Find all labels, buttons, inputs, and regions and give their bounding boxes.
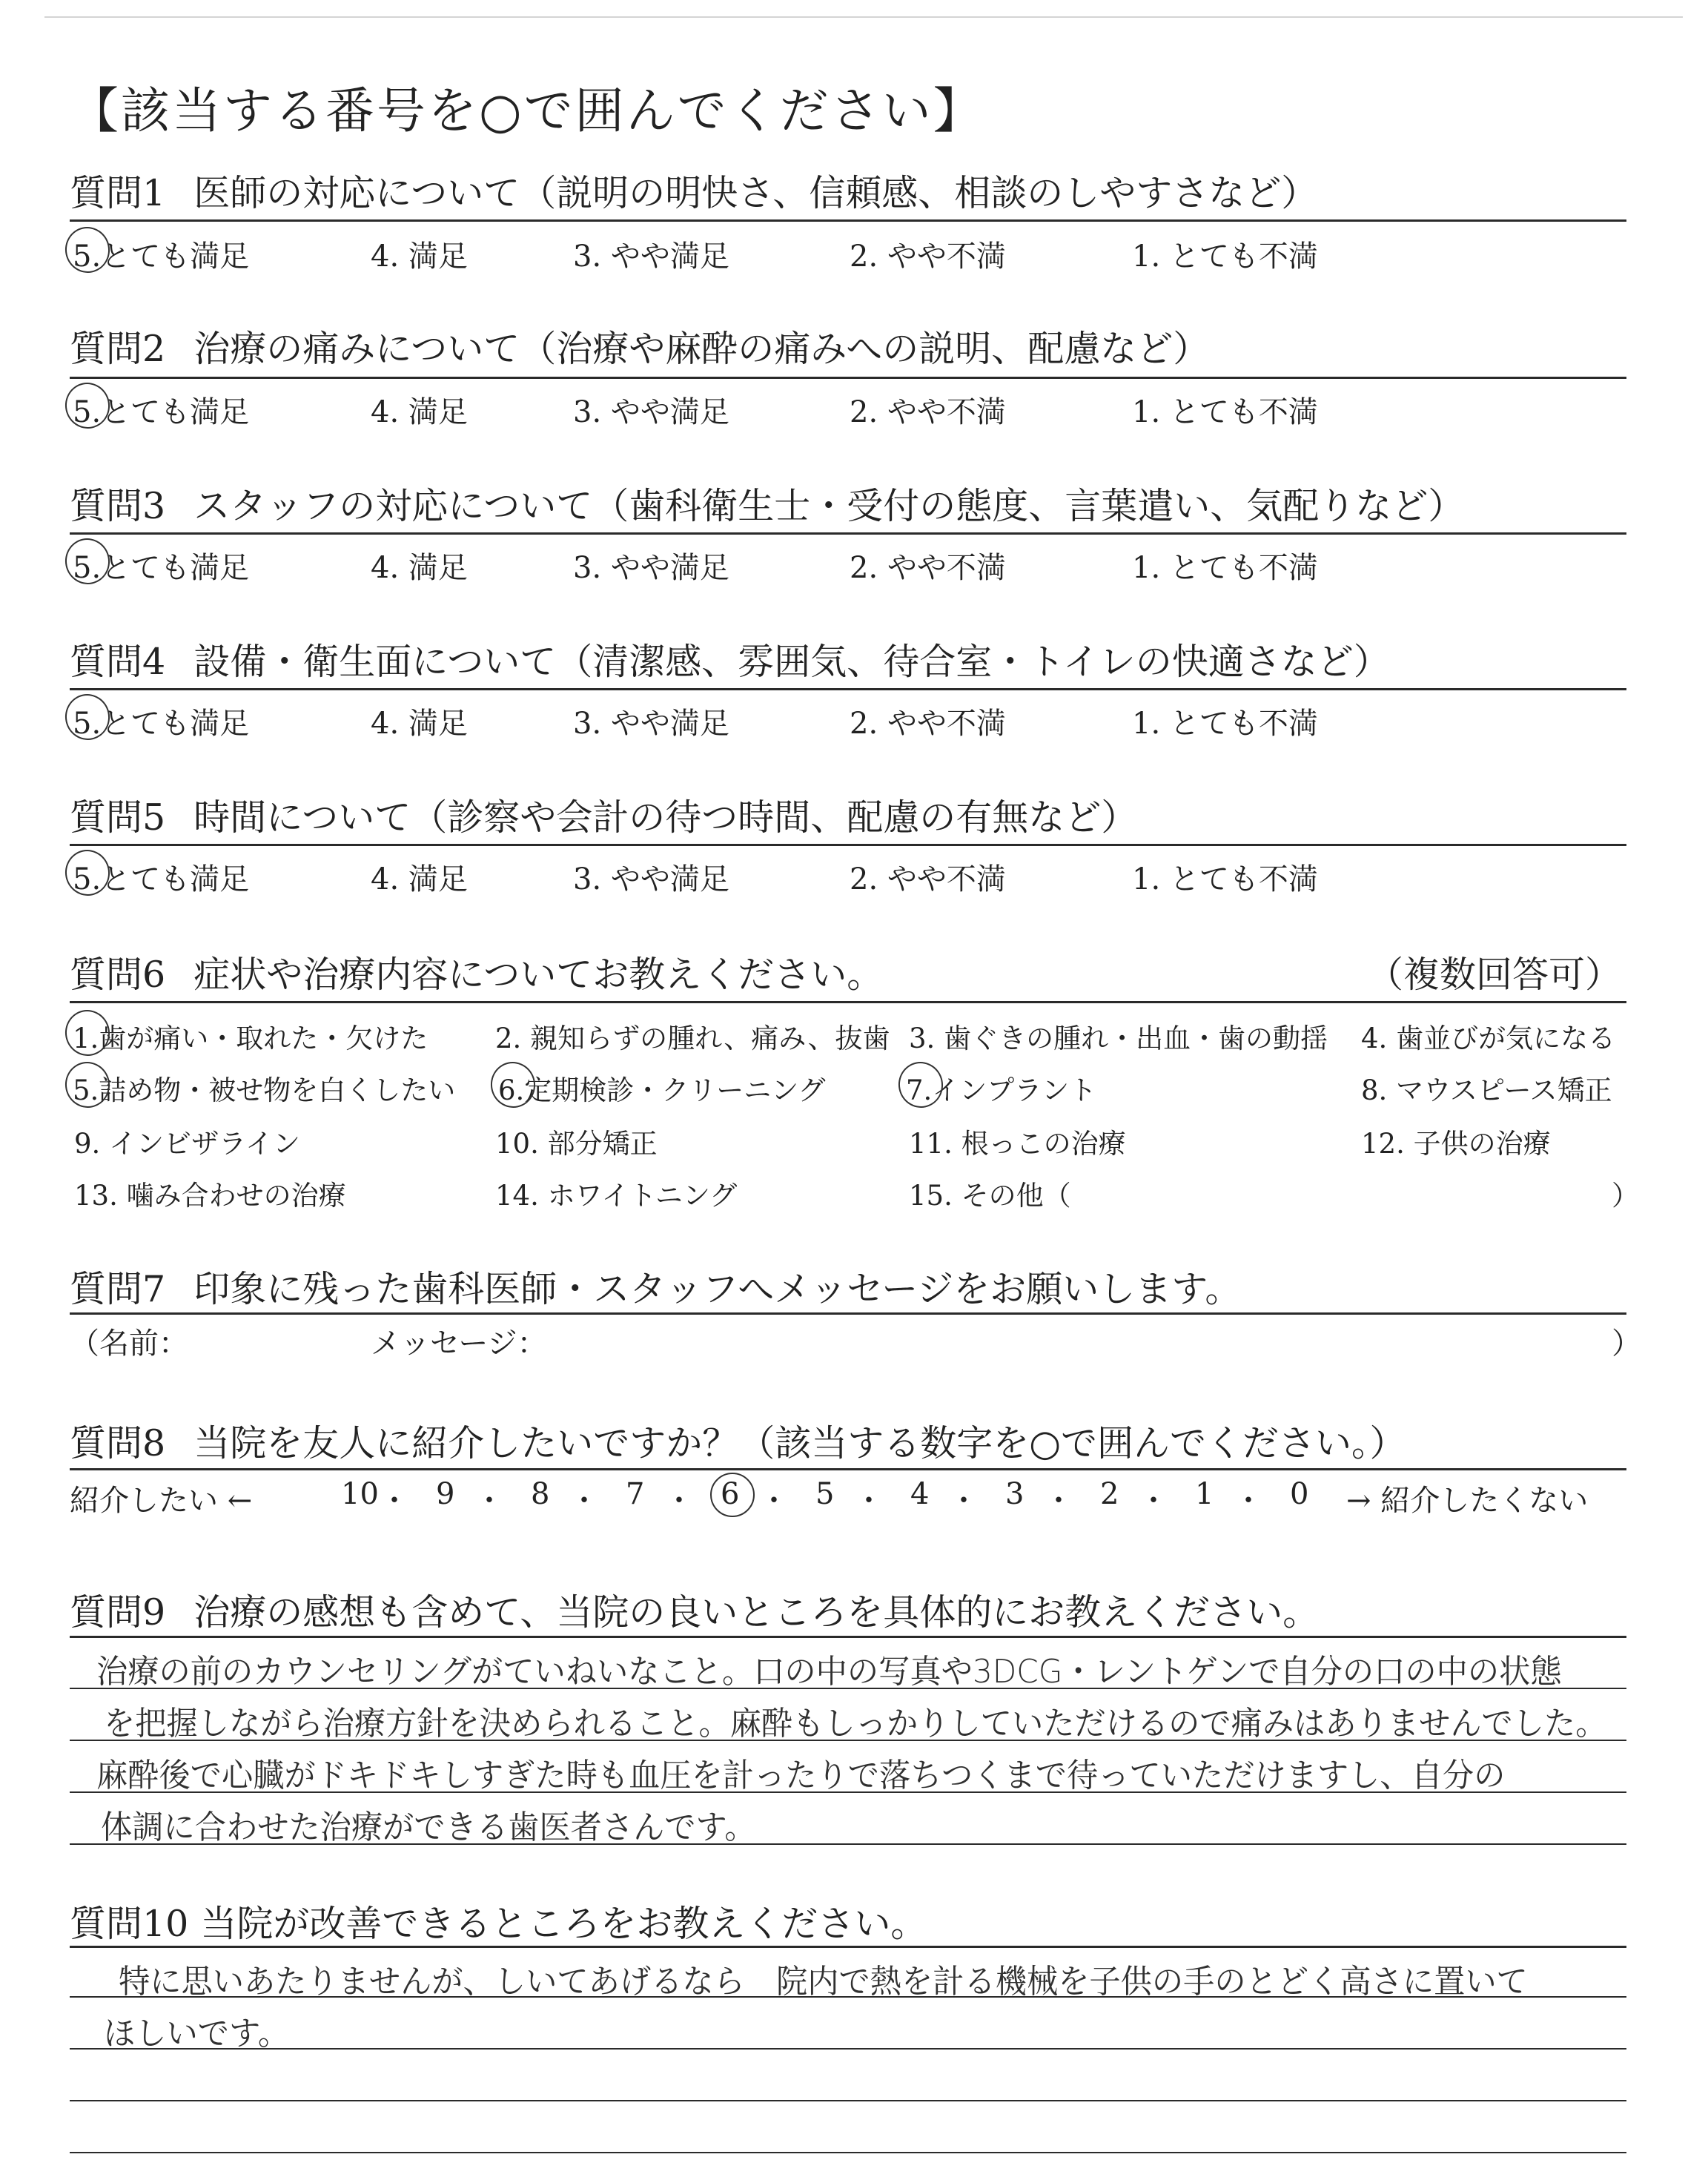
q9-handwritten-line-4: 体調に合わせた治療ができる歯医者さんです。 [101, 1809, 756, 1846]
divider [70, 844, 1626, 846]
q8-scale-value-5[interactable]: 5 [815, 1477, 835, 1511]
question-number: 質問2 [70, 328, 166, 370]
question-text: 医師の対応について（説明の明快さ、信頼感、相談のしやすさなど） [193, 172, 1318, 214]
answer-line [70, 2048, 1626, 2050]
question-number: 質問9 [70, 1591, 166, 1634]
q10-handwritten-line-1: 特に思いあたりませんが、しいてあげるなら 院内で熱を計る機械を子供の手のとどく高さに置いて [119, 1963, 1528, 2001]
q6-item-12[interactable]: 12. 子供の治療 [1361, 1128, 1551, 1160]
q3-option-1[interactable]: 1. とても不満 [1132, 551, 1318, 585]
question-8-heading [70, 1415, 1406, 1467]
q8-separator: ・ [1044, 1484, 1073, 1518]
q8-scale-value-6[interactable]: 6 [721, 1477, 740, 1511]
divider [70, 688, 1626, 690]
q7-close-paren: ） [1612, 1327, 1641, 1361]
q2-option-5[interactable]: 5.とても満足 [73, 389, 249, 431]
question-3-heading [70, 478, 1464, 529]
divider [70, 219, 1626, 222]
q8-separator: ・ [1234, 1484, 1263, 1518]
q1-option-4[interactable]: 4. 満足 [371, 240, 468, 274]
q6-item-9[interactable]: 9. インビザライン [74, 1128, 300, 1160]
q8-scale-value-10[interactable]: 10 [341, 1477, 379, 1511]
question-number: 質問10 [70, 1903, 189, 1945]
q9-handwritten-line-3: 麻酔後で心臓がドキドキしすぎた時も血圧を計ったりで落ちつくまで待っていただけますし、自分の [96, 1757, 1506, 1794]
q2-option-4[interactable]: 4. 満足 [371, 395, 468, 429]
answer-line [70, 1946, 1626, 1948]
q8-left-label: 紹介したい ← [70, 1484, 253, 1518]
q8-scale-value-9[interactable]: 9 [436, 1477, 455, 1511]
q8-scale-value-8[interactable]: 8 [531, 1477, 550, 1511]
q8-scale-value-0[interactable]: 0 [1290, 1477, 1309, 1511]
question-2-heading [70, 320, 1209, 372]
question-text: 当院を友人に紹介したいですか？（該当する数字を○で囲んでください。） [193, 1422, 1406, 1464]
q8-selection-circle [710, 1473, 755, 1517]
question-text: スタッフの対応について（歯科衛生士・受付の態度、言葉遣い、気配りなど） [193, 485, 1465, 527]
q1-option-1[interactable]: 1. とても不満 [1132, 240, 1318, 274]
question-text: 治療の感想も含めて、当院の良いところを具体的にお教えください。 [193, 1591, 1320, 1634]
question-number: 質問1 [70, 172, 166, 214]
q8-separator: ・ [1139, 1484, 1168, 1518]
q5-option-5[interactable]: 5.とても満足 [73, 856, 249, 898]
q1-option-5[interactable]: 5.とても満足 [73, 233, 249, 275]
question-text: 設備・衛生面について（清潔感、雰囲気、待合室・トイレの快適さなど） [193, 641, 1390, 683]
q8-separator: ・ [474, 1484, 504, 1518]
q2-option-3[interactable]: 3. やや満足 [573, 395, 729, 429]
divider [70, 377, 1626, 379]
divider [70, 1001, 1626, 1003]
question-9-heading [70, 1584, 1319, 1636]
q4-option-1[interactable]: 1. とても不満 [1132, 707, 1318, 741]
question-text: 印象に残った歯科医師・スタッフへメッセージをお願いします。 [193, 1268, 1242, 1310]
q6-item-8[interactable]: 8. マウスピース矯正 [1361, 1074, 1612, 1106]
question-1-heading [70, 165, 1317, 217]
q3-option-4[interactable]: 4. 満足 [371, 551, 468, 585]
question-number: 質問4 [70, 641, 166, 683]
divider [70, 1312, 1626, 1315]
q6-item-7[interactable]: 7.インプラント [906, 1068, 1096, 1108]
q6-item-2[interactable]: 2. 親知らずの腫れ、痛み、抜歯 [495, 1023, 890, 1054]
q6-item-3[interactable]: 3. 歯ぐきの腫れ・出血・歯の動揺 [909, 1023, 1328, 1054]
q8-scale-value-4[interactable]: 4 [910, 1477, 930, 1511]
question-4-heading [70, 633, 1390, 685]
q2-option-2[interactable]: 2. やや不満 [850, 395, 1006, 429]
question-text: 時間について（診察や会計の待つ時間、配慮の有無など） [193, 796, 1138, 839]
q8-separator: ・ [380, 1484, 409, 1518]
q8-separator: ・ [569, 1484, 599, 1518]
question-number: 質問6 [70, 954, 166, 996]
question-6-heading [70, 946, 1622, 998]
q8-separator: ・ [854, 1484, 884, 1518]
q4-option-4[interactable]: 4. 満足 [371, 707, 468, 741]
q6-item-4[interactable]: 4. 歯並びが気になる [1361, 1023, 1616, 1054]
q6-item-1[interactable]: 1.歯が痛い・取れた・欠けた [73, 1016, 428, 1056]
q6-item-10[interactable]: 10. 部分矯正 [495, 1128, 658, 1160]
question-number: 質問8 [70, 1422, 166, 1464]
page-title: 【該当する番号を○で囲んでください】 [70, 82, 984, 139]
q8-scale-value-2[interactable]: 2 [1100, 1477, 1119, 1511]
question-number: 質問3 [70, 485, 166, 527]
q8-separator: ・ [759, 1484, 789, 1518]
q9-handwritten-line-2: を把握しながら治療方針を決められること。麻酔もしっかりしていただけるので痛みはありませんでした。 [104, 1705, 1607, 1743]
q8-separator: ・ [949, 1484, 979, 1518]
q6-item-13[interactable]: 13. 噛み合わせの治療 [74, 1180, 346, 1212]
question-5-heading [70, 789, 1137, 841]
q4-option-5[interactable]: 5.とても満足 [73, 700, 249, 742]
q5-option-2[interactable]: 2. やや不満 [850, 862, 1006, 896]
q6-item-6[interactable]: 6.定期検診・クリーニング [498, 1068, 826, 1108]
q3-option-2[interactable]: 2. やや不満 [850, 551, 1006, 585]
q2-option-1[interactable]: 1. とても不満 [1132, 395, 1318, 429]
question-7-heading [70, 1261, 1241, 1312]
divider [70, 532, 1626, 535]
question-number: 質問7 [70, 1268, 166, 1310]
q5-option-3[interactable]: 3. やや満足 [573, 862, 729, 896]
answer-line [70, 1636, 1626, 1638]
question-text: 治療の痛みについて（治療や麻酔の痛みへの説明、配慮など） [193, 328, 1210, 370]
q6-item-15[interactable]: 15. その他（ [909, 1180, 1071, 1212]
q1-option-2[interactable]: 2. やや不満 [850, 240, 1006, 274]
q8-scale-value-1[interactable]: 1 [1195, 1477, 1214, 1511]
q6-item-11[interactable]: 11. 根っこの治療 [909, 1128, 1126, 1160]
q6-other-close-paren: ） [1612, 1180, 1639, 1212]
q6-item-14[interactable]: 14. ホワイトニング [495, 1180, 738, 1212]
q3-option-5[interactable]: 5.とても満足 [73, 544, 249, 587]
q8-separator: ・ [664, 1484, 694, 1518]
question-text: 症状や治療内容についてお教えください。 [193, 954, 884, 996]
question-10-heading [70, 1895, 927, 1947]
q9-handwritten-line-1: 治療の前のカウンセリングがていねいなこと。口の中の写真や3DCG・レントゲンで自分の口の中の状態 [96, 1653, 1562, 1691]
q5-option-4[interactable]: 4. 満足 [371, 862, 468, 896]
q6-item-5[interactable]: 5.詰め物・被せ物を白くしたい [73, 1068, 455, 1108]
q5-option-1[interactable]: 1. とても不満 [1132, 862, 1318, 896]
q7-message-label: メッセージ： [371, 1327, 547, 1361]
q10-handwritten-line-2: ほしいです。 [104, 2015, 290, 2052]
question-text: 当院が改善できるところをお教えください。 [200, 1903, 927, 1945]
multiple-answers-note: （複数回答可） [1367, 954, 1622, 996]
q1-option-3[interactable]: 3. やや満足 [573, 240, 729, 274]
q8-right-label: → 紹介したくない [1346, 1484, 1589, 1518]
q4-option-3[interactable]: 3. やや満足 [573, 707, 729, 741]
top-border [44, 16, 1683, 18]
divider [70, 1468, 1626, 1470]
q4-option-2[interactable]: 2. やや不満 [850, 707, 1006, 741]
question-number: 質問5 [70, 796, 166, 839]
q3-option-3[interactable]: 3. やや満足 [573, 551, 729, 585]
answer-line [70, 2152, 1626, 2153]
q8-scale-value-3[interactable]: 3 [1005, 1477, 1025, 1511]
answer-line [70, 2100, 1626, 2101]
q8-scale-value-7[interactable]: 7 [626, 1477, 645, 1511]
q7-name-label: （名前： [70, 1327, 188, 1361]
